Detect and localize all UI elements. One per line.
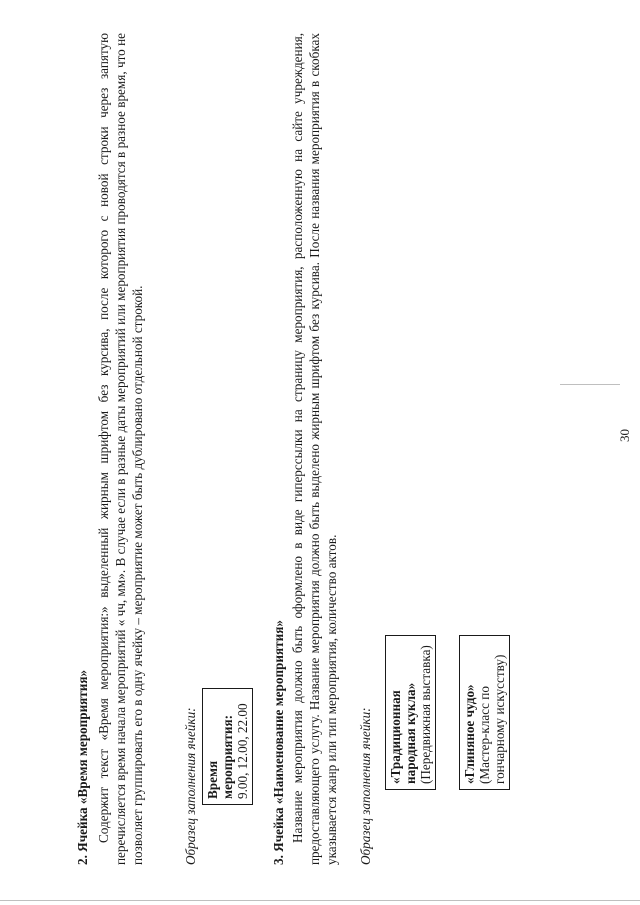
section-3-sample-caption: Образец заполнения ячейки:: [358, 707, 373, 865]
section-2-sample-caption: Образец заполнения ячейки:: [183, 707, 198, 865]
scan-artifact: [560, 384, 620, 385]
event-sample-cell-1: [385, 635, 436, 790]
event-sample-cell-2: [459, 635, 510, 790]
event-sample-title-1: «Традиционная народная кукла»: [388, 682, 418, 784]
event-sample-subtitle-1: (Передвижная выставка): [418, 645, 433, 784]
event-sample-title-2: «Глиняное чудо»: [462, 684, 477, 784]
scan-edge-line: [0, 900, 640, 901]
section-2-heading: 2. Ячейка «Время мероприятия»: [75, 669, 90, 865]
section-3-heading: 3. Ячейка «Наименование мероприятия»: [271, 620, 286, 865]
time-sample-value: 9.00, 12.00, 22.00: [235, 703, 250, 799]
section-3-paragraph: Название мероприятия должно быть оформлено в виде гиперссылки на страницу мероприятия, расположенную на сайте учреждения, предоставляющего услугу. Название мероприятия должно быть выделено жирным шрифтом без курсива. После названия мероприятия в скобках указывается жанр или тип мероприятия, количество актов.: [290, 33, 339, 865]
time-sample-cell: [202, 688, 253, 805]
section-2-paragraph: Содержит текст «Время мероприятия:» выделенный жирным шрифтом без курсива, после которого с новой строки через запятую перечисляется время начала мероприятий « чч, мм». В случае если в разные даты мероприятий или мероприятия проводятся в разное время, что не позволяет группировать его в одну ячейку – мероприятие может быть дублировано отдельной строкой.: [96, 33, 145, 865]
page-number: 30: [617, 429, 632, 442]
time-sample-title: Время мероприятия:: [205, 714, 235, 799]
event-sample-subtitle-2: (Мастер-класс по гончарному искусству): [477, 654, 507, 784]
